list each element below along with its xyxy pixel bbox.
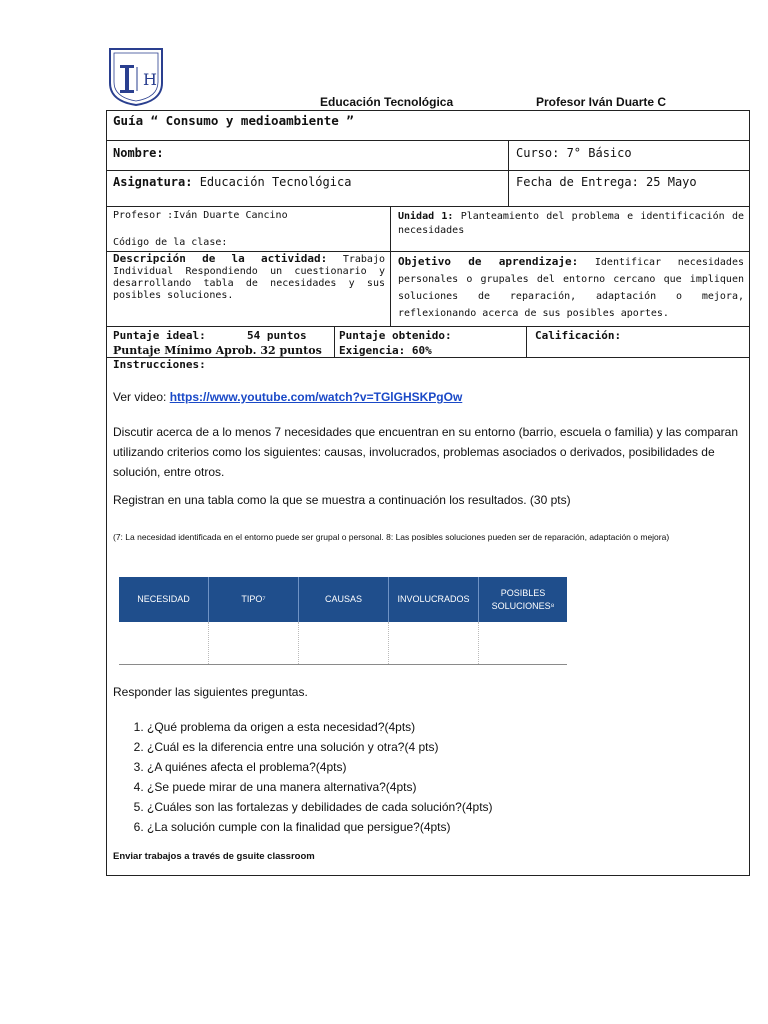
list-item: 4. ¿Se puede mirar de una manera alternativa?(4pts) xyxy=(147,777,493,797)
min-score: Puntaje Mínimo Aprob. 32 puntos xyxy=(113,344,322,357)
activity-row xyxy=(107,252,749,327)
header-causas: CAUSAS xyxy=(299,577,389,622)
footer-note: Enviar trabajos a través de gsuite classroom xyxy=(113,851,315,862)
teacher-name: Profesor :Iván Duarte Cancino xyxy=(113,210,288,221)
cell-tipo[interactable] xyxy=(209,622,299,664)
questions-list xyxy=(119,717,493,837)
objective-label: Objetivo de aprendizaje: xyxy=(398,255,579,268)
header-posibles-soluciones: POSIBLES SOLUCIONES⁸ xyxy=(479,577,567,622)
questions-intro: Responder las siguientes preguntas. xyxy=(113,685,308,699)
cell-necesidad[interactable] xyxy=(119,622,209,664)
obtained-score-label: Puntaje obtenido: xyxy=(339,329,452,342)
list-item: 2. ¿Cuál es la diferencia entre una solución y otra?(4 pts) xyxy=(147,737,493,757)
list-item: 1. ¿Qué problema da origen a esta necesidad?(4pts) xyxy=(147,717,493,737)
ideal-score-value: 54 puntos xyxy=(247,329,307,342)
subject-label: Asignatura: xyxy=(113,175,193,189)
discussion-paragraph: Discutir acerca de a lo menos 7 necesidades que encuentran en su entorno (barrio, escuela o familia) y las comparan utilizando criterios como los siguientes: causas, involucrados, problemas asociados o derivados, posibilidades de solución, entre otros. xyxy=(113,425,739,479)
due-date: Fecha de Entrega: 25 Mayo xyxy=(516,175,697,189)
subject-row xyxy=(107,171,749,207)
cell-involucrados[interactable] xyxy=(389,622,479,664)
teacher-row xyxy=(107,207,749,252)
grade-label: Calificación: xyxy=(535,329,622,342)
score-row xyxy=(107,327,749,358)
obtained-score-cell xyxy=(335,327,527,357)
description-value: Trabajo Individual Respondiendo un cuestionario y desarrollando tabla de necesidades y sus posibles soluciones. xyxy=(113,254,385,301)
school-logo xyxy=(106,45,166,107)
ideal-score-cell xyxy=(107,327,335,357)
name-label: Nombre: xyxy=(113,146,164,160)
svg-text:H: H xyxy=(143,70,157,89)
header-involucrados: INVOLUCRADOS xyxy=(389,577,479,622)
header-subject: Educación Tecnológica xyxy=(320,95,454,109)
list-item: 6. ¿La solución cumple con la finalidad que persigue?(4pts) xyxy=(147,817,493,837)
guide-sheet xyxy=(106,110,750,876)
needs-table xyxy=(119,577,567,665)
title-row xyxy=(107,111,749,141)
unit-label: Unidad 1: xyxy=(398,211,454,222)
video-line xyxy=(113,390,462,404)
header-teacher: Profesor Iván Duarte C xyxy=(536,95,667,109)
video-label: Ver video: xyxy=(113,390,170,404)
ideal-score-label: Puntaje ideal: xyxy=(113,329,206,342)
instructions-label: Instrucciones: xyxy=(113,358,206,371)
header-necesidad: NECESIDAD xyxy=(119,577,209,622)
course-label: Curso: 7° Básico xyxy=(516,146,632,160)
video-link[interactable]: https://www.youtube.com/watch?v=TGlGHSKPgOw xyxy=(169,390,463,404)
description-cell xyxy=(107,252,391,326)
guide-title: Guía “ Consumo y medioambiente ” xyxy=(113,113,354,128)
list-item: 3. ¿A quiénes afecta el problema?(4pts) xyxy=(147,757,493,777)
class-code: Código de la clase: xyxy=(113,237,228,248)
cell-causas[interactable] xyxy=(299,622,389,664)
footnote: (7: La necesidad identificada en el entorno puede ser grupal o personal. 8: Las posibles soluciones pueden ser de reparación, adaptación o mejora) xyxy=(113,532,670,542)
list-item: 5. ¿Cuáles son las fortalezas y debilidades de cada solución?(4pts) xyxy=(147,797,493,817)
name-cell[interactable] xyxy=(107,141,509,170)
teacher-cell xyxy=(107,207,391,251)
name-row xyxy=(107,141,749,171)
subject-cell xyxy=(107,171,509,206)
record-paragraph: Registran en una tabla como la que se muestra a continuación los resultados. (30 pts) xyxy=(113,493,571,507)
demand-level: Exigencia: 60% xyxy=(339,344,432,357)
objective-value: Identificar necesidades personales o grupales del entorno cercano que impliquen soluciones de reparación, adaptación o mejora, reflexionando acerca de sus posibles aportes. xyxy=(398,257,744,319)
unit-value: Planteamiento del problema e identificación de necesidades xyxy=(398,211,744,236)
needs-table-row xyxy=(119,622,567,665)
subject-value: Educación Tecnológica xyxy=(192,175,352,189)
header-tipo: TIPO⁷ xyxy=(209,577,299,622)
cell-posibles-soluciones[interactable] xyxy=(479,622,567,664)
description-label: Descripción de la actividad: xyxy=(113,252,328,265)
needs-table-header xyxy=(119,577,567,622)
